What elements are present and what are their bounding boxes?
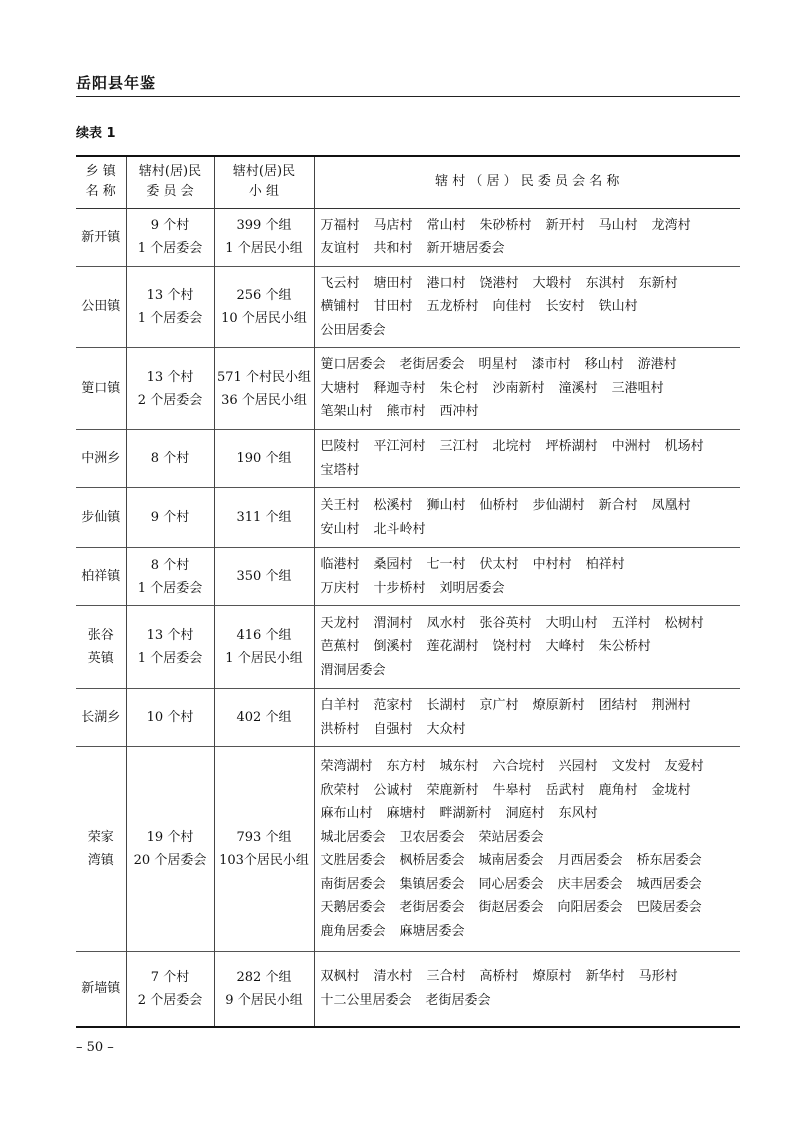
names-line [321,237,737,261]
names-line [321,612,737,636]
names-line [321,319,737,343]
committee-name: 新开村 [545,217,585,233]
group-count-cell-line: 402 个组 [236,710,292,725]
group-count-cell [214,430,314,488]
table-row [76,689,740,747]
group-count-cell-line: 190 个组 [236,451,292,466]
committee-name: 同心居委会 [478,876,544,892]
committee-count-cell [126,208,214,266]
table-row [76,348,740,430]
town-name-cell [76,606,126,689]
committee-names-cell [314,548,740,606]
committee-name: 城东村 [439,759,479,774]
committee-name: 平江河村 [373,439,426,454]
committee-names-cell [314,430,740,488]
committee-count-cell [126,606,214,689]
committee-name: 渭洞村 [373,615,413,631]
committee-name: 洪桥村 [320,721,360,737]
committee-name: 明星村 [478,357,518,373]
committee-count-cell-line: 20 个居委会 [133,853,207,868]
header-committee-names: 辖 村 （ 居 ） 民 委 员 会 名 称 [314,156,740,208]
yearbook-header: 岳阳县年鉴 [76,74,157,92]
town-name-cell-line: 筻口镇 [81,381,121,396]
group-count-cell-line: 282 个组 [236,969,292,985]
committee-name: 清水村 [373,969,413,985]
committee-name: 凤水村 [426,615,466,631]
names-line [321,518,737,542]
committee-name: 金垅村 [651,782,691,798]
committee-name: 荆洲村 [651,698,691,713]
group-count-cell-line: 350 个组 [236,569,292,584]
committee-name: 十二公里居委会 [320,992,412,1008]
committee-name: 新开塘居委会 [426,241,505,256]
committee-name: 安山村 [320,521,360,537]
committee-name: 万福村 [320,217,360,233]
committee-names-cell [314,952,740,1027]
committee-name: 友谊村 [320,241,360,256]
names-line [321,718,737,742]
committee-count-cell [126,488,214,548]
committee-name: 荣站居委会 [478,829,544,845]
committee-name: 柏祥村 [585,557,625,572]
names-line [321,873,737,897]
committee-name: 马形村 [638,969,678,985]
committee-count-cell-line: 1 个居委会 [137,241,203,256]
table-row [76,266,740,348]
group-count-cell [214,266,314,348]
table-row [76,606,740,689]
group-count-cell-line: 1 个居民小组 [225,651,303,666]
committee-name: 三合村 [426,969,466,985]
committee-name: 漆市村 [531,357,571,373]
committee-name: 港口村 [426,275,466,291]
town-name-cell-line: 中洲乡 [81,451,121,466]
committee-name: 凤凰村 [651,498,691,513]
committee-name: 集镇居委会 [399,876,465,892]
committee-name: 朱仑村 [439,380,479,396]
group-count-cell-line: 571 个村民小组 [217,369,311,385]
committee-name: 鹿角村 [598,782,638,798]
group-count-cell-line: 103个居民小组 [219,853,309,868]
committee-name: 枫桥居委会 [399,853,465,868]
committee-name: 麻塘居委会 [399,923,465,939]
committee-name: 庆丰居委会 [557,876,623,892]
committee-name: 桑园村 [373,557,413,572]
group-count-cell-line: 399 个组 [236,218,292,233]
committee-name: 牛皋村 [492,782,532,798]
committee-name: 天龙村 [320,615,360,631]
committee-name: 十步桥村 [373,580,426,596]
names-line [321,377,737,401]
committee-count-cell-line: 1 个居委会 [137,580,203,596]
committee-count-cell-line: 7 个村 [150,969,190,985]
group-count-cell-line: 9 个居民小组 [225,992,303,1008]
committee-name: 五龙桥村 [426,299,479,314]
page-number: – 50 – [76,1040,114,1055]
group-count-cell-line: 793 个组 [236,830,292,845]
committee-name: 移山村 [584,357,624,373]
committee-name: 麻布山村 [320,806,373,821]
table-continuation-title: 续表 1 [76,126,116,141]
town-name-cell-line: 湾镇 [87,853,114,868]
committee-name: 机场村 [664,439,704,454]
group-count-cell [214,208,314,266]
table-row [76,208,740,266]
committee-count-cell-line: 1 个居委会 [137,651,203,666]
committee-name: 东淇村 [585,275,625,291]
group-count-cell [214,348,314,430]
committee-name: 向阳居委会 [557,900,623,915]
committee-name: 甘田村 [373,299,413,314]
committee-name: 东风村 [558,806,598,821]
committee-names-cell [314,689,740,747]
committee-name: 向佳村 [492,299,532,314]
committee-name: 刘明居委会 [439,580,505,596]
committee-name: 龙湾村 [651,217,691,233]
committee-name: 塘田村 [373,275,413,291]
committee-name: 友爱村 [664,759,704,774]
committee-count-cell [126,348,214,430]
town-name-cell [76,430,126,488]
header-committees: 辖村(居)民 委 员 会 [126,156,214,208]
committee-name: 文胜居委会 [320,853,386,868]
committee-name: 倒溪村 [373,639,413,655]
committee-name: 东新村 [638,275,678,291]
group-count-cell-line: 416 个组 [236,628,292,643]
committee-name: 欣荣村 [320,782,360,798]
committee-name: 大众村 [426,721,466,737]
committee-name: 宝塔村 [320,462,360,478]
committee-name: 鹿角居委会 [320,923,386,939]
group-count-cell [214,606,314,689]
town-name-cell-line: 长湖乡 [81,710,121,725]
names-line [321,989,737,1013]
committee-count-cell [126,689,214,747]
names-line [321,779,737,803]
header-rule [76,96,740,97]
committee-names-cell [314,747,740,952]
committee-name: 巴陵居委会 [636,900,702,915]
committee-name: 麻塘村 [386,806,426,821]
committee-name: 伏太村 [479,557,519,572]
committee-name: 仙桥村 [479,498,519,513]
committee-name: 熊市村 [386,404,426,420]
committee-name: 朱砂桥村 [479,217,532,233]
committee-name: 公田居委会 [320,322,386,338]
names-line [321,295,737,319]
table-row [76,430,740,488]
committee-name: 范家村 [373,698,413,713]
committee-count-cell-line: 8 个村 [150,451,190,466]
committee-name: 长湖村 [426,698,466,713]
committee-name: 自强村 [373,721,413,737]
committee-name: 张谷英村 [479,615,532,631]
committee-name: 老街居委会 [399,900,465,915]
group-count-cell-line: 256 个组 [236,287,292,303]
town-name-cell-line: 公田镇 [81,299,121,315]
header-groups: 辖村(居)民 小 组 [214,156,314,208]
group-count-cell-line: 36 个居民小组 [221,392,307,408]
committee-name: 燎原村 [532,969,572,985]
committee-name: 燎原新村 [532,698,585,713]
committee-name: 三江村 [439,439,479,454]
committee-names-cell [314,266,740,348]
town-name-cell-line: 新墙镇 [81,981,121,997]
town-name-cell-line: 新开镇 [81,229,121,245]
committee-name: 朱公桥村 [598,639,651,655]
committee-name: 东方村 [386,759,426,774]
table-row [76,747,740,952]
committee-names-cell [314,208,740,266]
committee-name: 关王村 [320,498,360,513]
committee-count-cell-line: 19 个村 [146,830,194,845]
group-count-cell [214,747,314,952]
town-name-cell [76,348,126,430]
header-town-name: 乡 镇 名 称 [85,164,116,200]
names-line [321,826,737,850]
town-name-cell [76,689,126,747]
committee-name: 横铺村 [320,299,360,314]
committee-name: 大明山村 [545,615,598,631]
committee-name: 沙南新村 [492,380,545,396]
names-line [321,896,737,920]
committee-name: 团结村 [598,698,638,713]
committee-name: 长安村 [545,299,585,314]
committee-count-cell-line: 10 个村 [146,710,194,725]
table-row [76,548,740,606]
names-line [321,494,737,518]
committee-name: 城北居委会 [320,829,386,845]
names-line [321,849,737,873]
committee-count-cell-line: 13 个村 [146,628,194,643]
group-count-cell [214,488,314,548]
committee-name: 文发村 [611,759,651,774]
town-name-cell-line: 柏祥镇 [81,569,121,584]
names-line [321,965,737,989]
group-count-cell [214,952,314,1027]
committee-count-cell-line: 9 个村 [150,510,190,525]
committee-name: 松溪村 [373,498,413,513]
committee-name: 万庆村 [320,580,360,596]
committee-names-cell [314,348,740,430]
committee-count-cell-line: 8 个村 [150,557,190,573]
names-line [321,920,737,944]
committee-name: 月西居委会 [557,853,623,868]
committee-name: 坪桥湖村 [545,439,598,454]
committee-count-cell [126,266,214,348]
names-line [321,214,737,238]
committee-name: 新华村 [585,969,625,985]
committee-name: 北垸村 [492,439,532,454]
names-line [321,435,737,459]
committee-count-cell-line: 2 个居委会 [137,392,203,408]
names-line [321,459,737,483]
committee-name: 芭蕉村 [320,639,360,655]
committee-count-cell-line: 13 个村 [146,287,194,303]
table-row [76,952,740,1027]
committee-count-cell [126,747,214,952]
committee-name: 双枫村 [320,969,360,985]
committee-names-cell [314,488,740,548]
committee-name: 六合垸村 [492,759,545,774]
committee-name: 飞云村 [320,275,360,291]
town-name-cell [76,952,126,1027]
group-count-cell-line: 10 个居民小组 [221,310,307,326]
committee-name: 饶港村 [479,275,519,291]
group-count-cell-line: 311 个组 [236,510,292,525]
names-line [321,659,737,683]
committee-names-cell [314,606,740,689]
committee-name: 马店村 [373,217,413,233]
committee-name: 老街居委会 [425,992,491,1008]
committee-name: 天鹅居委会 [320,900,386,915]
committee-name: 狮山村 [426,498,466,513]
committee-name: 马山村 [598,217,638,233]
committee-name: 大峰村 [545,639,585,655]
committee-name: 铁山村 [598,299,638,314]
village-committee-table [76,155,740,1028]
names-line [321,400,737,424]
town-name-cell [76,747,126,952]
table-row [76,488,740,548]
names-line [321,353,737,377]
committee-name: 笔架山村 [320,404,373,420]
committee-name: 中村村 [532,557,572,572]
committee-name: 老街居委会 [399,357,465,373]
committee-count-cell-line: 13 个村 [146,369,194,385]
town-name-cell [76,548,126,606]
names-line [321,577,737,601]
committee-name: 中洲村 [611,439,651,454]
committee-name: 松树村 [664,615,704,631]
committee-name: 荣湾湖村 [320,759,373,774]
names-line [321,553,737,577]
committee-name: 莲花湖村 [426,639,479,655]
table-header-row [76,156,740,208]
committee-name: 筻口居委会 [320,357,386,373]
town-name-cell [76,266,126,348]
committee-name: 兴园村 [558,759,598,774]
group-count-cell-line: 1 个居民小组 [225,241,303,256]
town-name-cell-line: 英镇 [87,651,114,666]
committee-name: 七一村 [426,557,466,572]
committee-name: 巴陵村 [320,439,360,454]
committee-name: 南街居委会 [320,876,386,892]
committee-name: 西冲村 [439,404,479,420]
group-count-cell [214,689,314,747]
names-line [321,755,737,779]
committee-name: 常山村 [426,217,466,233]
committee-count-cell-line: 1 个居委会 [137,310,203,326]
committee-name: 潼溪村 [558,380,598,396]
committee-name: 岳武村 [545,782,585,798]
committee-name: 白羊村 [320,698,360,713]
town-name-cell [76,488,126,548]
committee-name: 饶村村 [492,639,532,655]
committee-name: 卫农居委会 [399,829,465,845]
committee-name: 公诚村 [373,782,413,798]
committee-name: 畔湖新村 [439,806,492,821]
committee-name: 桥东居委会 [636,853,702,868]
committee-name: 城西居委会 [636,876,702,892]
committee-name: 大塅村 [532,275,572,291]
town-name-cell-line: 步仙镇 [81,510,121,525]
committee-name: 洞庭村 [505,806,545,821]
committee-count-cell [126,548,214,606]
committee-count-cell [126,952,214,1027]
town-name-cell-line: 荣家 [87,830,114,845]
names-line [321,802,737,826]
committee-name: 临港村 [320,557,360,572]
town-name-cell-line: 张谷 [87,628,114,643]
committee-name: 步仙湖村 [532,498,585,513]
committee-name: 新合村 [598,498,638,513]
committee-name: 游港村 [637,357,677,373]
committee-name: 大塘村 [320,380,360,396]
committee-count-cell-line: 9 个村 [150,218,190,233]
committee-name: 街赵居委会 [478,900,544,915]
committee-count-cell [126,430,214,488]
committee-name: 城南居委会 [478,853,544,868]
committee-name: 京广村 [479,698,519,713]
names-line [321,272,737,296]
committee-name: 渭洞居委会 [320,662,386,678]
committee-name: 荣鹿新村 [426,782,479,798]
town-name-cell [76,208,126,266]
committee-count-cell-line: 2 个居委会 [137,992,203,1008]
group-count-cell [214,548,314,606]
names-line [321,635,737,659]
committee-name: 北斗岭村 [373,521,426,537]
names-line [321,694,737,718]
committee-name: 共和村 [373,241,413,256]
committee-name: 五洋村 [611,615,651,631]
committee-name: 高桥村 [479,969,519,985]
committee-name: 释迦寺村 [373,380,426,396]
committee-name: 三港咀村 [611,380,664,396]
